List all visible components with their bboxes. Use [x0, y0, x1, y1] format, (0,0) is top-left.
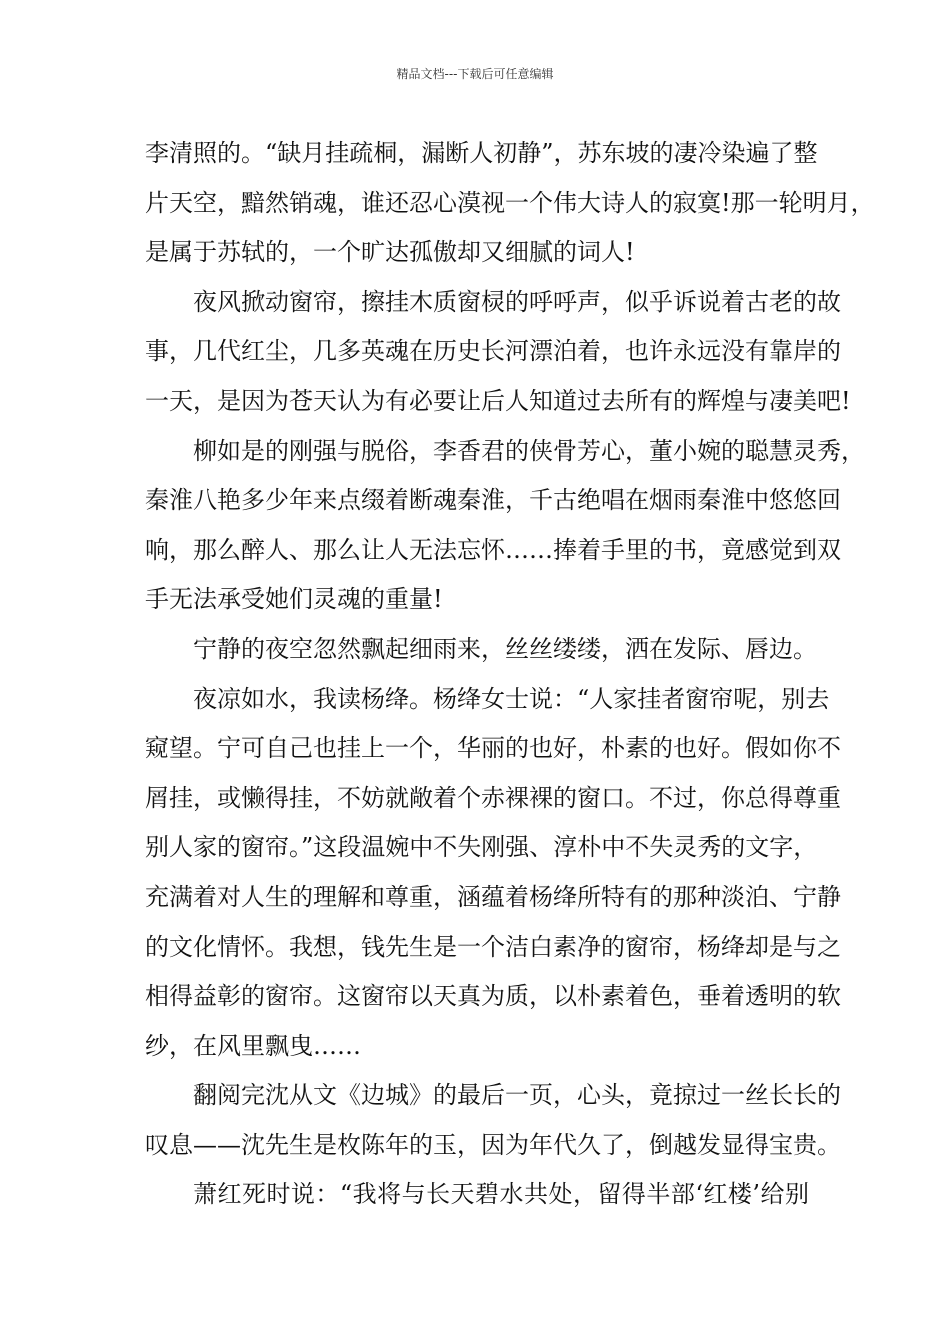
- text-line: 窥望。宁可自己也挂上一个，华丽的也好，朴素的也好。假如你不: [145, 734, 841, 763]
- text-line: 别人家的窗帘。”这段温婉中不失刚强、淳朴中不失灵秀的文字，: [145, 833, 818, 862]
- text-line: 叹息——沈先生是枚陈年的玉，因为年代久了，倒越发显得宝贵。: [145, 1130, 841, 1159]
- page-header: 精品文档---下载后可任意编辑: [396, 67, 554, 81]
- text-line: 事，几代红尘，几多英魂在历史长河漂泊着，也许永远没有靠岸的: [145, 337, 841, 366]
- body-text: [145, 129, 875, 1220]
- text-line: 一天，是因为苍天认为有必要让后人知道过去所有的辉煌与凄美吧!: [145, 386, 851, 415]
- text-line: 宁静的夜空忽然飘起细雨来，丝丝缕缕，洒在发际、唇边。: [193, 634, 817, 663]
- text-line: 秦淮八艳多少年来点缀着断魂秦淮，千古绝唱在烟雨秦淮中悠悠回: [145, 486, 841, 515]
- text-line: 的文化情怀。我想，钱先生是一个洁白素净的窗帘，杨绛却是与之: [145, 932, 841, 961]
- text-line: 屑挂，或懒得挂，不妨就敞着个赤裸裸的窗口。不过，你总得尊重: [145, 783, 841, 812]
- text-line: 响，那么醉人、那么让人无法忘怀……捧着手里的书，竟感觉到双: [145, 535, 841, 564]
- text-line: 萧红死时说：“我将与长天碧水共处，留得半部‘红楼’给别: [193, 1180, 809, 1209]
- text-line: 充满着对人生的理解和尊重，涵蕴着杨绛所特有的那种淡泊、宁静: [145, 882, 841, 911]
- text-line: 纱，在风里飘曳……: [145, 1031, 361, 1060]
- text-line: 李清照的。“缺月挂疏桐，漏断人初静”，苏东坡的凄冷染遍了整: [145, 139, 818, 167]
- text-line: 夜凉如水，我读杨绛。杨绛女士说：“人家挂者窗帘呢，别去: [193, 684, 830, 713]
- text-line: 是属于苏轼的，一个旷达孤傲却又细腻的词人!: [145, 238, 635, 267]
- text-line: 翻阅完沈从文《边城》的最后一页，心头，竟掠过一丝长长的: [193, 1081, 841, 1110]
- text-line: 手无法承受她们灵魂的重量!: [145, 585, 443, 614]
- text-line: 夜风掀动窗帘，擦挂木质窗棂的呼呼声，似乎诉说着古老的故: [193, 287, 841, 316]
- text-line: 相得益彰的窗帘。这窗帘以天真为质，以朴素着色，垂着透明的软: [145, 982, 841, 1011]
- text-line: 柳如是的刚强与脱俗，李香君的侠骨芳心，董小婉的聪慧灵秀，: [193, 436, 865, 465]
- text-line: 片天空，黯然销魂，谁还忍心漠视一个伟大诗人的寂寞!那一轮明月，: [145, 188, 875, 217]
